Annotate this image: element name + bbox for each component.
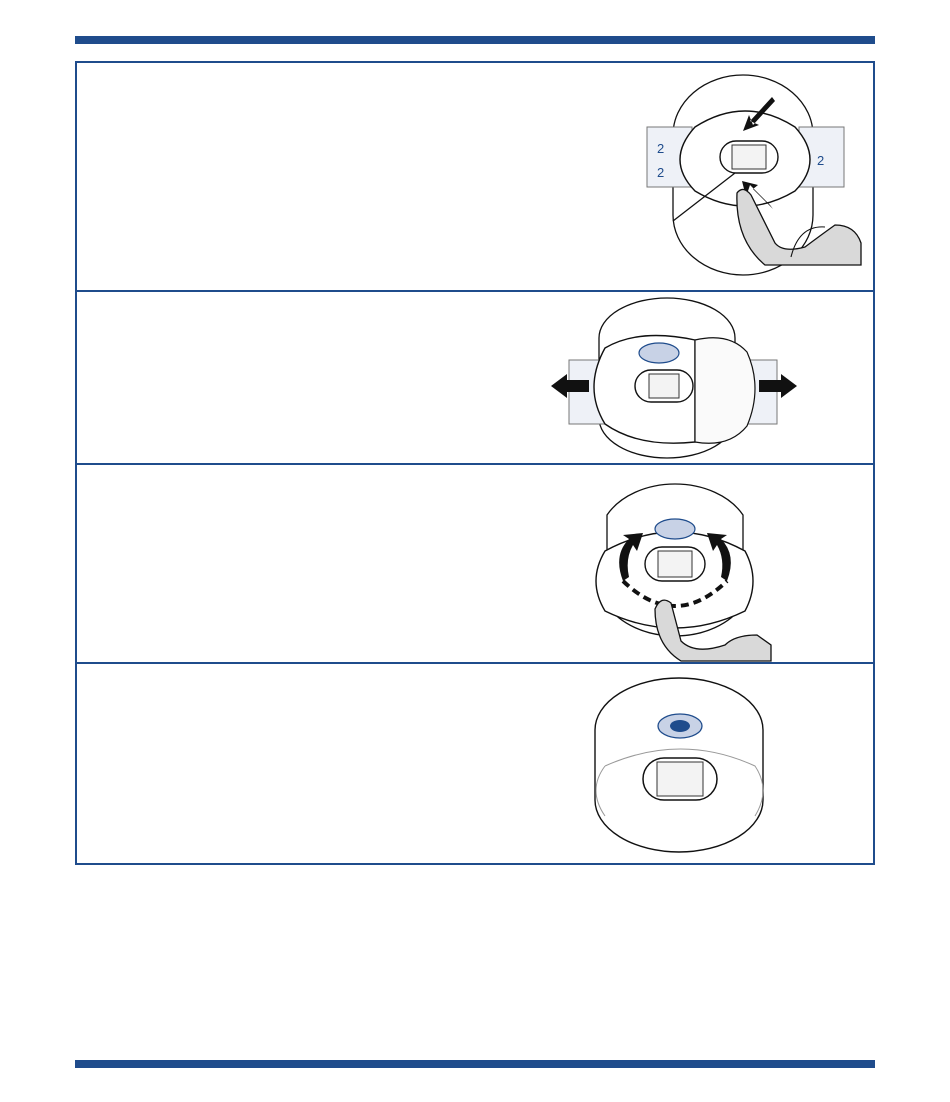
- instruction-steps: [75, 61, 875, 865]
- step-2: [77, 290, 873, 463]
- smooth-around-edge-icon: [585, 485, 785, 665]
- step-1: [77, 63, 873, 290]
- remove-side-strips-icon: [539, 298, 809, 458]
- bottom-rule: [75, 1060, 875, 1068]
- top-rule: [75, 36, 875, 44]
- strip-mark: 2: [817, 153, 825, 168]
- step-4: [77, 662, 873, 863]
- applied-patch-icon: [585, 680, 775, 850]
- strip-mark: 2: [657, 141, 665, 156]
- strip-mark: 2: [657, 165, 665, 180]
- step-3: [77, 463, 873, 662]
- press-window-strips-icon: [625, 75, 865, 275]
